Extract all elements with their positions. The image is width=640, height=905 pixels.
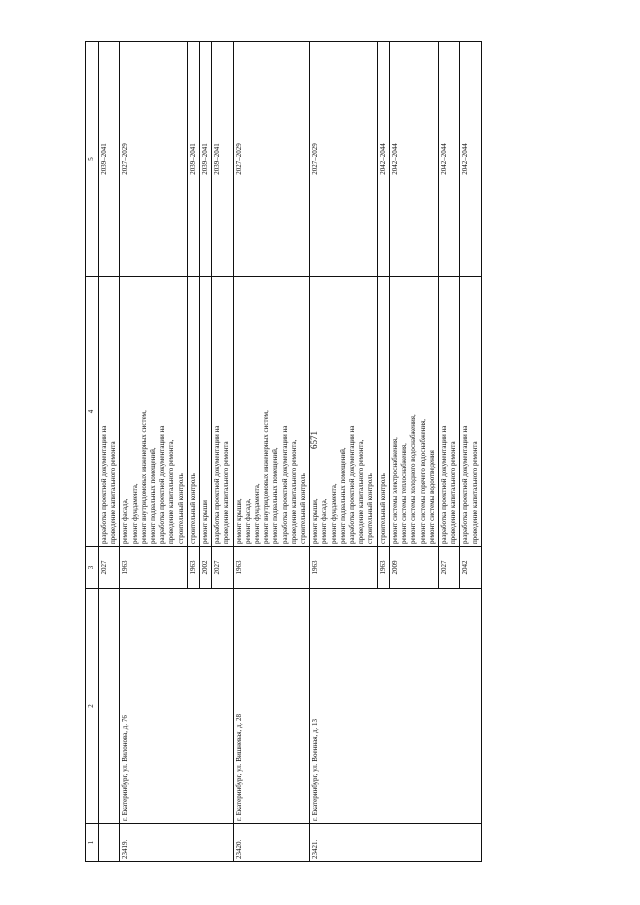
work-cell [438,277,459,547]
period-cell: 2039–2041 [212,42,233,277]
address-cell: г. Екатеринбург, ул. Вишневая, д. 28 [233,589,310,824]
work-line: проведение капитального ремонта [109,441,118,544]
repair-schedule-table [85,41,482,862]
work-line: ремонт крыши, [311,498,320,544]
work-cell [187,277,199,547]
work-line: разработка проектной документации на [461,425,470,544]
work-line: ремонт системы электроснабжения, [390,437,399,544]
address-cell [99,589,120,824]
work-cell [233,277,310,547]
year-cell: 2027 [438,547,459,589]
period-cell: 2027–2029 [310,42,377,277]
work-line: строительный контроль [188,473,197,544]
work-line: ремонт подвальных помещений, [338,447,347,544]
year-cell: 1963 [120,547,187,589]
row-number-cell: 23419. [120,824,233,862]
address-cell: г. Екатеринбург, ул. Военная, д. 13 [310,589,481,824]
period-cell: 2039–2041 [99,42,120,277]
work-line: ремонт системы холодного водоснабжения, [409,414,418,544]
header-cell-5: 5 [86,42,99,277]
period-cell: 2039–2041 [200,42,212,277]
period-cell: 2042–2044 [377,42,389,277]
period-cell: 2039–2041 [187,42,199,277]
year-cell: 2027 [99,547,120,589]
work-line: ремонт внутридомовых инженерных систем, [139,410,148,544]
row-number-cell: 23420. [233,824,310,862]
header-cell-4: 4 [86,277,99,547]
work-line: проведение капитального ремонта, [289,439,298,544]
work-line: проведение капитального ремонта, [357,439,366,544]
work-line: строительный контроль [378,473,387,544]
year-cell: 2027 [212,547,233,589]
year-cell: 1963 [187,547,199,589]
work-line: ремонт подвальных помещений, [149,447,158,544]
table-row [99,42,120,862]
table-row [310,42,377,862]
work-line: ремонт фундамента, [253,483,262,544]
year-cell: 2002 [200,547,212,589]
work-line: строительный контроль [366,473,375,544]
period-cell: 2027–2029 [233,42,310,277]
page-number: 6571 [309,431,319,449]
work-line: ремонт фундамента, [329,483,338,544]
year-cell: 1963 [233,547,310,589]
work-line: ремонт фундамента, [130,483,139,544]
work-line: ремонт крыши, [234,498,243,544]
work-line: разработка проектной документации на [348,425,357,544]
work-line: разработка проектной документации на [100,425,108,544]
work-line: проведение капитального ремонта [470,441,479,544]
work-cell [310,277,377,547]
header-row [86,42,99,862]
header-cell-2: 2 [86,589,99,824]
row-number-cell: 23421. [310,824,481,862]
year-cell: 2042 [460,547,481,589]
work-cell [460,277,481,547]
work-cell [200,277,212,547]
period-cell: 2042–2044 [460,42,481,277]
work-line: ремонт крыши [201,500,210,544]
work-cell [120,277,187,547]
work-line: ремонт подвальных помещений, [271,447,280,544]
period-cell: 2042–2044 [438,42,459,277]
work-line: проведение капитального ремонта, [167,439,176,544]
work-cell [377,277,389,547]
year-cell: 1963 [310,547,377,589]
work-cell [212,277,233,547]
rotated-table-container [85,42,555,862]
header-cell-3: 3 [86,547,99,589]
work-line: разработка проектной документации на [439,425,448,544]
work-line: ремонт фасада, [320,498,329,544]
work-line: проведение капитального ремонта [449,441,458,544]
work-line: разработка проектной документации на [213,425,222,544]
header-cell-1: 1 [86,824,99,862]
table-row [233,42,310,862]
work-cell [99,277,120,547]
num-cell [99,824,120,862]
work-line: разработка проектной документации на [158,425,167,544]
work-line: ремонт внутридомовых инженерных систем, [262,410,271,544]
table-body [86,42,482,862]
work-line: ремонт системы теплоснабжения, [400,443,409,544]
work-line: разработка проектной документации на [280,425,289,544]
work-line: ремонт фасада, [243,498,252,544]
period-cell: 2027–2029 [120,42,187,277]
work-line: проведение капитального ремонта [222,441,231,544]
year-cell: 1963 [377,547,389,589]
table-row [120,42,187,862]
work-line: строительный контроль [176,473,185,544]
address-cell: г. Екатеринбург, ул. Вилонова, д. 76 [120,589,233,824]
work-cell [389,277,438,547]
work-line: ремонт системы горячего водоснабжения, [418,418,427,544]
work-line: ремонт фасада, [121,498,130,544]
work-line: строительный контроль [299,473,308,544]
year-cell: 2009 [389,547,438,589]
period-cell: 2042–2044 [389,42,438,277]
work-line: ремонт системы водоотведения [427,450,436,544]
